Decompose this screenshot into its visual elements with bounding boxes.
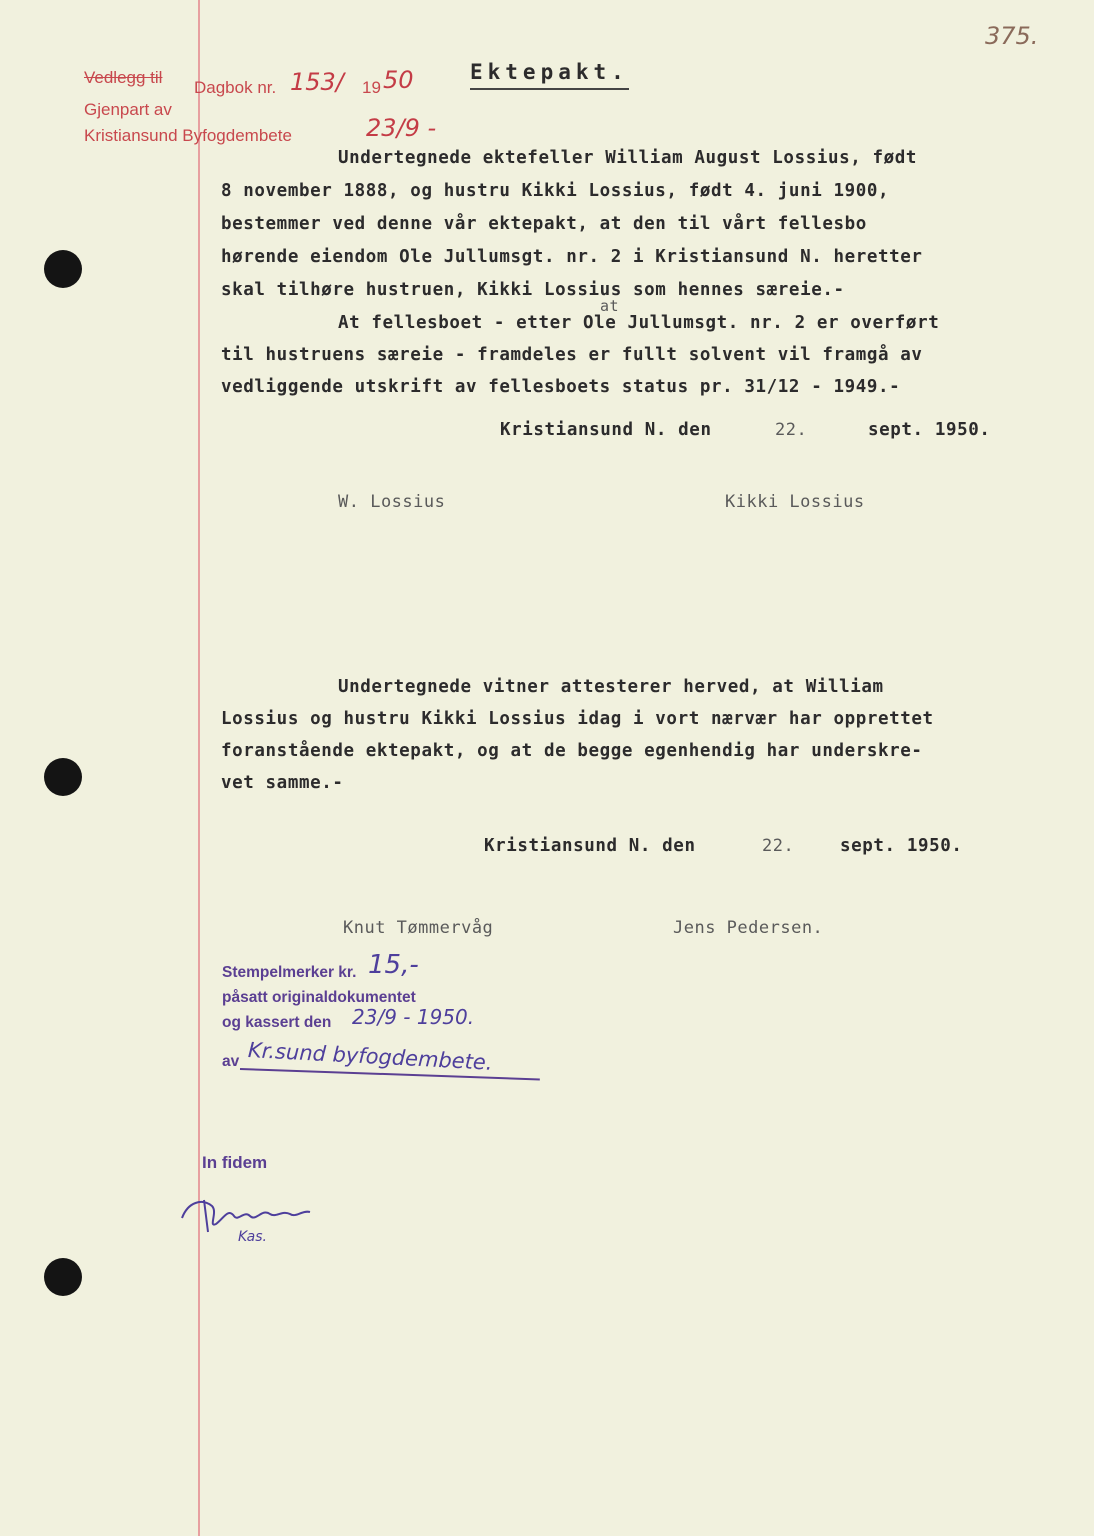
stamp-dagbok-number: 153/ — [290, 68, 344, 96]
in-fidem: In fidem — [202, 1153, 268, 1172]
punch-hole — [44, 250, 82, 288]
date-2-rest: sept. 1950. — [840, 836, 963, 856]
stamp-duty-date: 23/9 - 1950. — [352, 1005, 475, 1029]
stamp-duty-line-1: Stempelmerker kr. — [222, 964, 357, 981]
witness-line-2: Lossius og hustru Kikki Lossius idag i vort nærvær har opprettet — [221, 709, 934, 729]
punch-hole — [44, 1258, 82, 1296]
stamp-line-1a: Vedlegg til — [84, 68, 163, 87]
document-title: Ektepakt. — [470, 60, 629, 90]
witness-left: Knut Tømmervåg — [343, 918, 494, 938]
stamp-duty-line-2: påsatt originaldokumentet — [222, 989, 416, 1006]
date-1-rest: sept. 1950. — [868, 420, 991, 440]
body-line-6: At fellesboet - etter Ole Jullumsgt. nr. 2 er overført — [338, 313, 940, 333]
body-line-2: 8 november 1888, og hustru Kikki Lossius, født 4. juni 1900, — [221, 181, 890, 201]
body-line-1: Undertegnede ektefeller William August Lossius, født — [338, 148, 918, 168]
date-2-day: 22. — [762, 836, 795, 856]
stamp-duty-amount: 15,- — [368, 950, 419, 980]
signer-right: Kikki Lossius — [725, 492, 865, 512]
stamp-duty-office: Kr.sund byfogdembete. — [247, 1038, 494, 1075]
date-2-prefix: Kristiansund N. den — [484, 836, 696, 856]
stamp-year-b: 50 — [383, 66, 414, 94]
stamp-line-2: Gjenpart av — [84, 100, 172, 119]
body-line-3: bestemmer ved denne vår ektepakt, at den til vårt fellesbo — [221, 214, 867, 234]
body-insertion: at — [600, 297, 620, 315]
stamp-date-hand: 23/9 - — [366, 114, 437, 142]
punch-hole — [44, 758, 82, 796]
witness-line-3: foranstående ektepakt, og at de begge egenhendig har underskre- — [221, 741, 923, 761]
stamp-duty-line-3: og kassert den — [222, 1014, 332, 1031]
body-line-4: hørende eiendom Ole Jullumsgt. nr. 2 i Kristiansund N. heretter — [221, 247, 923, 267]
date-1-day: 22. — [775, 420, 808, 440]
signature-title: Kas. — [238, 1229, 268, 1245]
body-line-5: skal tilhøre hustruen, Kikki Lossius som hennes særeie.- — [221, 280, 845, 300]
stamp-duty-line-4: av — [222, 1053, 240, 1070]
signer-left: W. Lossius — [338, 492, 446, 512]
stamp-duty-underline — [240, 1068, 540, 1080]
witness-line-4: vet samme.- — [221, 773, 344, 793]
page-number: 375. — [985, 22, 1039, 50]
margin-rule — [198, 0, 200, 1536]
witness-right: Jens Pedersen. — [673, 918, 824, 938]
stamp-line-3: Kristiansund Byfogdembete — [84, 126, 292, 145]
date-1-prefix: Kristiansund N. den — [500, 420, 712, 440]
witness-line-1: Undertegnede vitner attesterer herved, at William — [338, 677, 884, 697]
stamp-year-a: 19 — [362, 78, 381, 97]
stamp-line-1b: Dagbok nr. — [194, 78, 277, 97]
body-line-8: vedliggende utskrift av fellesboets status pr. 31/12 - 1949.- — [221, 377, 901, 397]
body-line-7: til hustruens særeie - framdeles er fullt solvent vil framgå av — [221, 345, 923, 365]
